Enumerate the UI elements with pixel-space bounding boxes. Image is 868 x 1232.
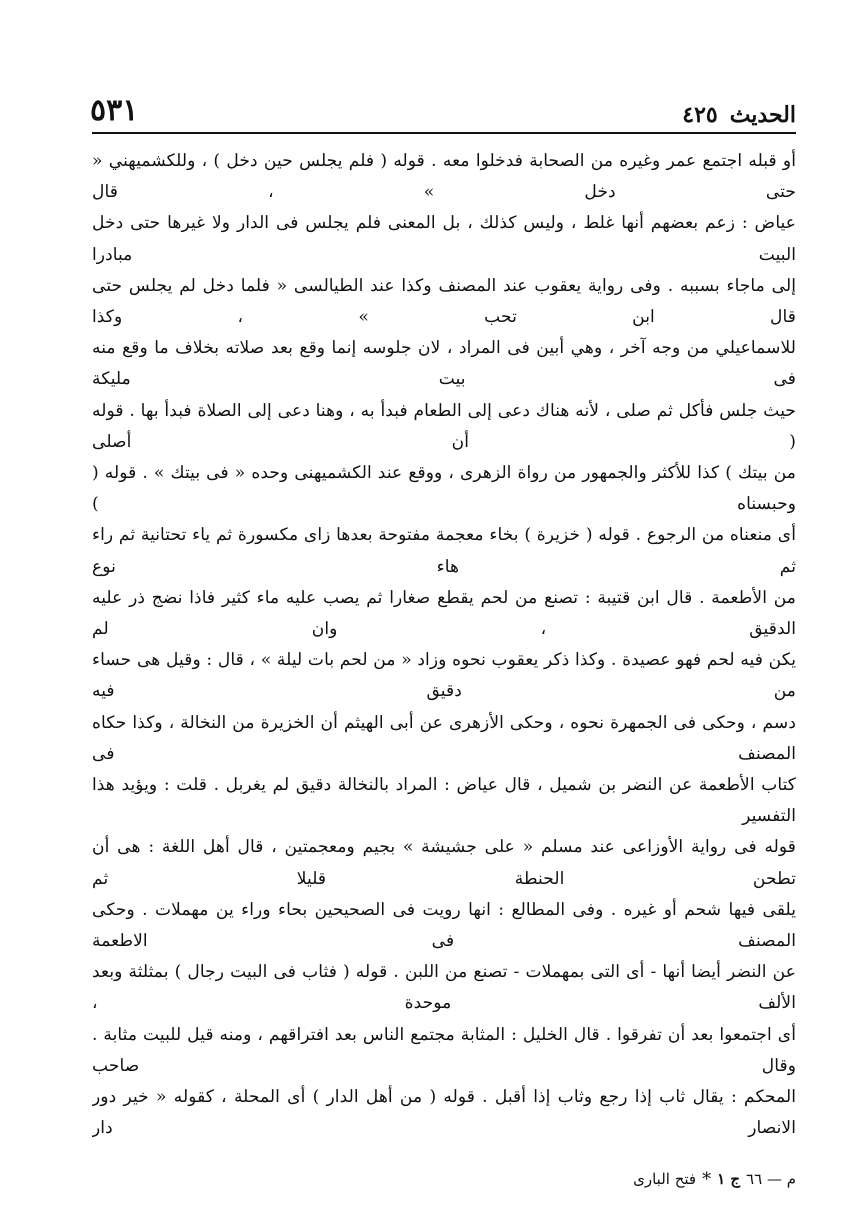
- text-line: أى منعناه من الرجوع . قوله ( خزيرة ) بخاء معجمة مفتوحة بعدها زاى مكسورة ثم ياء تحتانية ثم راء ثم هاء نوع: [92, 525, 796, 577]
- header-rule: [92, 132, 796, 134]
- book-title: فتح البارى: [633, 1170, 697, 1188]
- text-line: يكن فيه لحم فهو عصيدة . وكذا ذكر يعقوب نحوه وزاد « من لحم بات ليلة » ، قال : وقيل هى حساء من دقيق فيه: [92, 650, 796, 702]
- running-head: [682, 102, 796, 128]
- page-header: [90, 84, 796, 128]
- text-line: للاسماعيلي من وجه آخر ، وهي أبين فى المراد ، لان جلوسه إنما وقع بعد صلاته بخلاف ما وقع منه فى بيت مليكة: [92, 338, 796, 390]
- text-line: عن النضر أيضا أنها - أى التى بمهملات - تصنع من اللبن . قوله ( فثاب فى البيت رجال ) بمثلثة وبعد الألف موحدة ،: [92, 962, 796, 1014]
- signature-marker: م — ٦٦: [746, 1170, 796, 1188]
- commentary-text: [92, 146, 796, 1146]
- page-number: ٥٣١: [90, 93, 139, 128]
- text-line: إلى ماجاء بسببه . وفى رواية يعقوب عند المصنف وكذا عند الطيالسى « فلما دخل لم يجلس حتى قال ابن تحب » ، وكذا: [92, 275, 796, 328]
- hadith-number: ٤٢٥: [682, 102, 718, 128]
- text-line: قوله فى رواية الأوزاعى عند مسلم « على جشيشة » بجيم ومعجمتين ، قال أهل اللغة : هى أن تطحن الحنطة قليلا ثم: [92, 837, 796, 889]
- text-line: المحكم : يقال ثاب إذا رجع وثاب إذا أقبل . قوله ( من أهل الدار ) أى المحلة ، كقوله « خير دور الانصار دار: [92, 1087, 796, 1139]
- text-line: [92, 1145, 796, 1147]
- text-line: يلقى فيها شحم أو غيره . وفى المطالع : انها رويت فى الصحيحين بحاء وراء ين مهملات . وحكى المصنف فى الاطعمة: [92, 899, 796, 952]
- text-line: حيث جلس فأكل ثم صلى ، لأنه هناك دعى إلى الطعام فبدأ به ، وهنا دعى إلى الصلاة فبدأ بها . قوله ( أن أصلى: [92, 400, 796, 452]
- text-line: من الأطعمة . قال ابن قتيبة : تصنع من لحم يقطع صغارا ثم يصب عليه ماء كثير فاذا نضج ذر عليه الدقيق ، وان لم: [92, 587, 796, 640]
- text-line: دسم ، وحكى فى الجمهرة نحوه ، وحكى الأزهرى عن أبى الهيثم أن الخزيرة من النخالة ، وكذا حكاه المصنف فى: [92, 712, 796, 764]
- text-line: من بيتك ) كذا للأكثر والجمهور من رواة الزهرى ، ووقع عند الكشميهنى وحده « فى بيتك » . قوله ( وحبسناه ): [92, 463, 796, 515]
- text-line: عياض : زعم بعضهم أنها غلط ، وليس كذلك ، بل المعنى فلم يجلس فى الدار ولا غيرها حتى دخل البيت مبادرا: [92, 213, 796, 265]
- text-line: أى اجتمعوا بعد أن تفرقوا . قال الخليل : المثابة مجتمع الناس بعد افتراقهم ، ومنه قيل للبيت مثابة . وقال صاحب: [92, 1024, 796, 1076]
- volume-number: ج ١: [717, 1170, 741, 1188]
- star-separator: *: [702, 1168, 712, 1190]
- page-footer: [92, 1166, 796, 1192]
- text-line: أو قبله اجتمع عمر وغيره من الصحابة فدخلوا معه . قوله ( فلم يجلس حين دخل ) ، وللكشميهني « حتى دخل » ، قال: [92, 151, 796, 203]
- chapter-title: الحديث: [729, 102, 796, 128]
- text-line: كتاب الأطعمة عن النضر بن شميل ، قال عياض : المراد بالنخالة دقيق لم يغربل . قلت : ويؤيد هذا التفسير: [92, 775, 796, 827]
